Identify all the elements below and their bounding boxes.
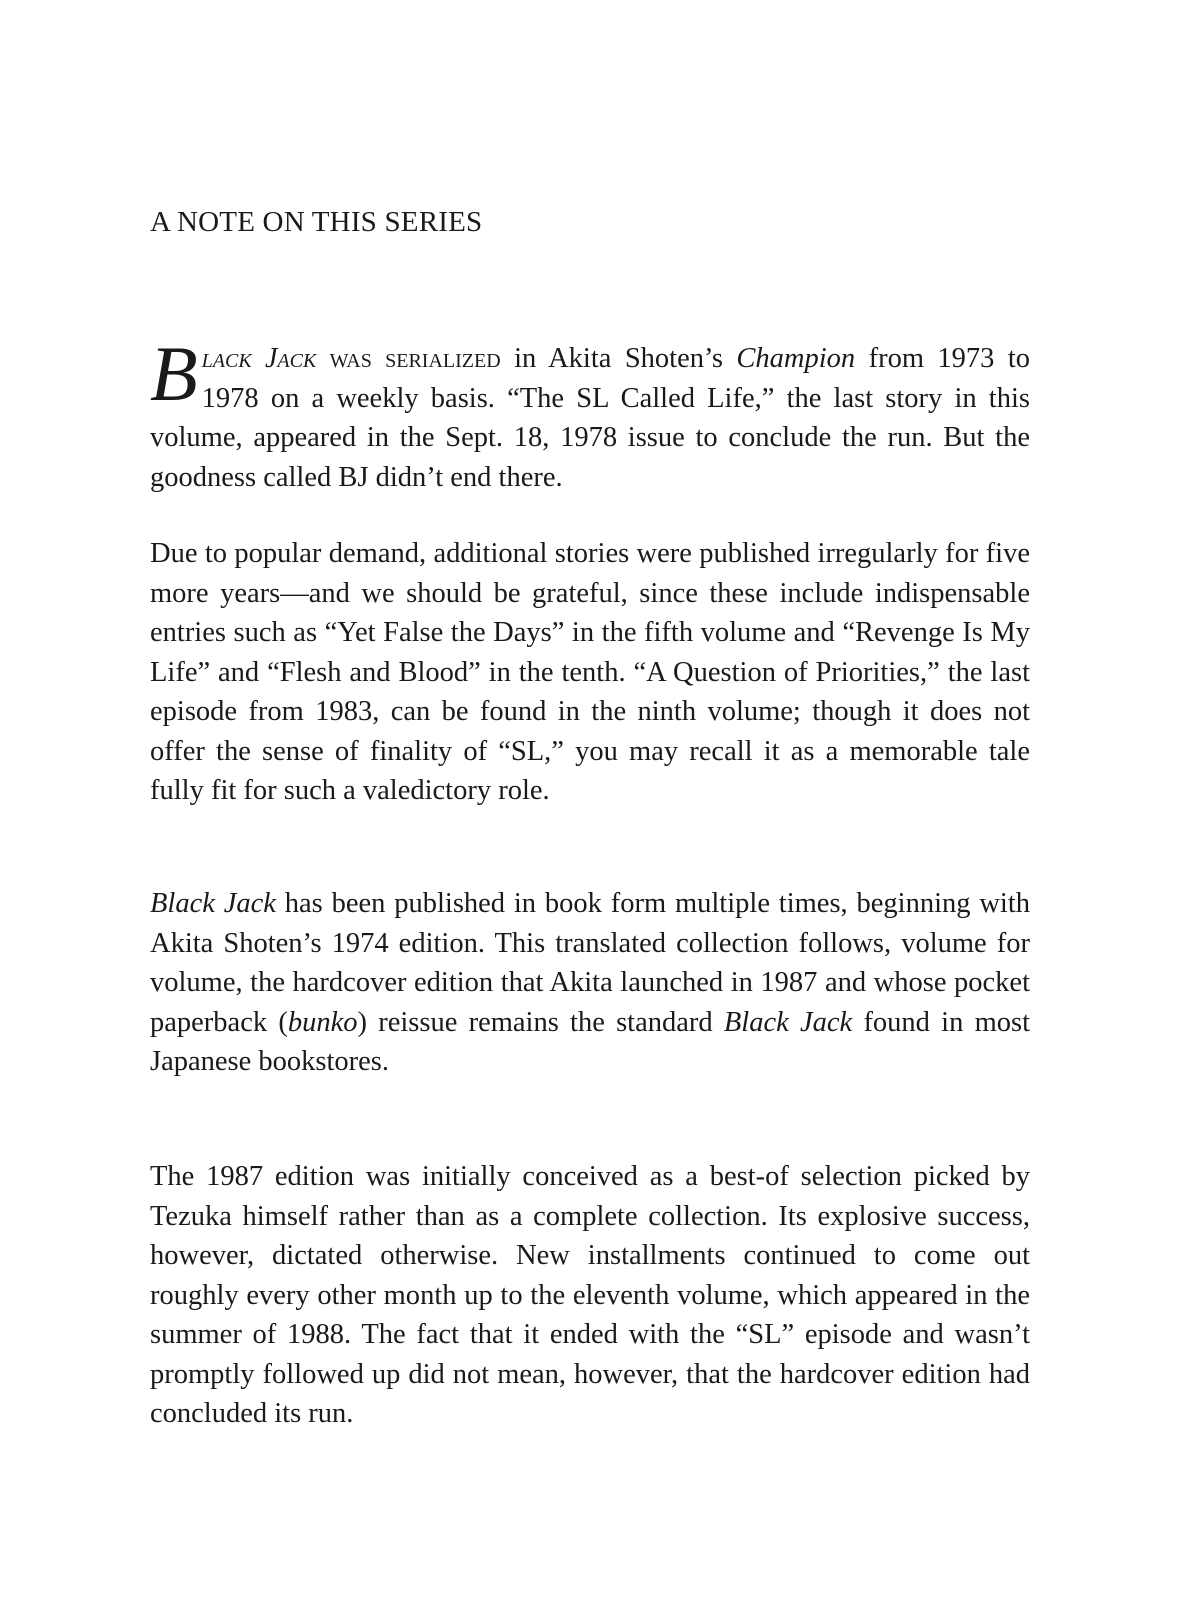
paragraph-3-text-a: has been published in book form multiple times, beginning with Akita Shoten’s 1974 edition. This translated collection follows, volume for volume, the hardcover edition that Akita launched in 1987 and whose pocket paperback ( (150, 888, 1031, 1038)
paragraph-4 (150, 1157, 1030, 1434)
paragraph-1-text-b: from 1973 to 1978 on a weekly basis. “The SL Called Life,” the last story in this volume, appeared in the Sept. 18, 1978 issue to conclude the run. But the goodness called BJ didn’t end there. (150, 343, 1031, 493)
paragraph-4-text: The 1987 edition was initially conceived as a best-of selection picked by Tezuka himself rather than as a complete collection. Its explosive success, however, dictated otherwise. New installments continued to come out roughly every other month up to the eleventh volume, which appeared in the summer of 1988. The fact that it ended with the “SL” episode and wasn’t promptly followed up did not mean, however, that the hardcover edition had concluded its run. (150, 1161, 1030, 1429)
paragraph-1 (150, 330, 1031, 497)
section-heading: A NOTE ON THIS SERIES (150, 206, 483, 238)
paragraph-1-text-a: in Akita Shoten’s (500, 343, 737, 374)
series-title: Black Jack (150, 888, 276, 919)
lead-in-title: lack Jack (201, 343, 317, 374)
paragraph-3 (150, 884, 1030, 1082)
paragraph-2 (150, 534, 1030, 811)
paragraph-3-text (150, 884, 1030, 1082)
bunko-term: bunko (287, 1006, 358, 1038)
paragraph-3-text-b: ) reissue remains the standard (357, 1006, 724, 1038)
series-title-2: Black Jack (723, 1006, 853, 1038)
paragraph-3-text-c: found in most Japanese bookstores. (150, 1006, 1030, 1077)
lead-in-text: was serialized (316, 343, 501, 374)
drop-cap: B (150, 330, 198, 417)
magazine-title: Champion (736, 343, 856, 374)
paragraph-2-text: Due to popular demand, additional stories were published irregularly for five more years—and we should be grateful, since these include indispensable entries such as “Yet False the Days” in the fifth volume and “Revenge Is My Life” and “Flesh and Blood” in the tenth. “A Question of Priorities,” the last episode from 1983, can be found in the ninth volume; though it does not offer the sense of finality of “SL,” you may recall it as a memorable tale fully fit for such a valedictory role. (150, 538, 1030, 806)
paragraph-1-text (150, 330, 1031, 497)
